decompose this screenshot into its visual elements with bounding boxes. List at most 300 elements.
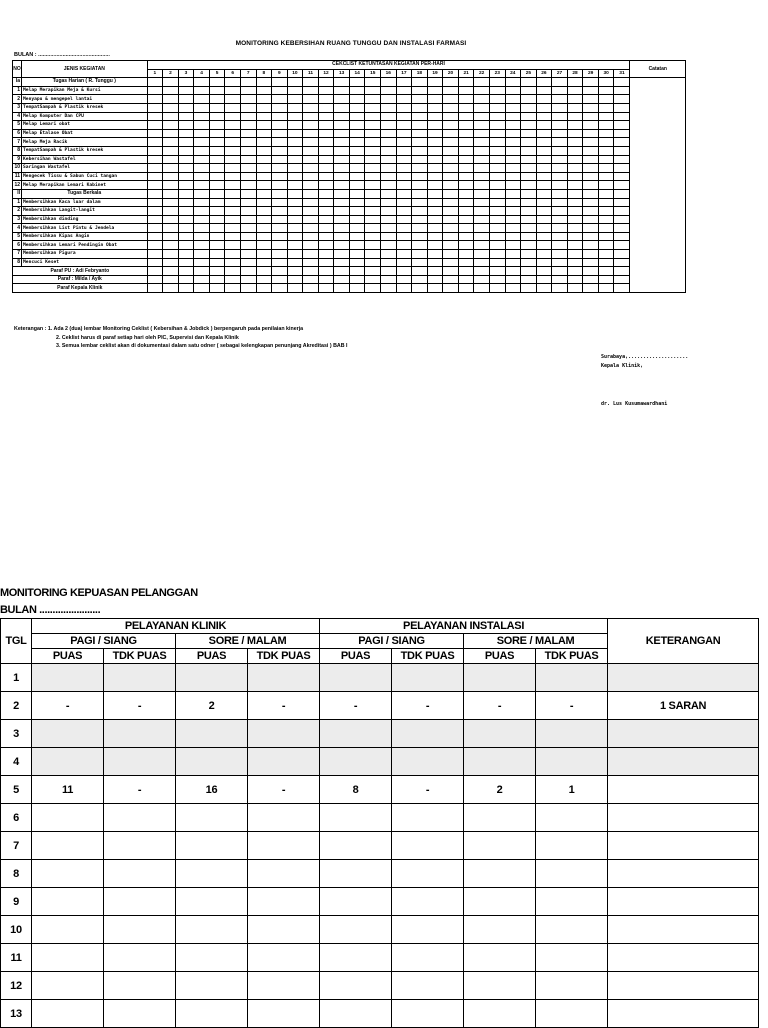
check-cell[interactable] bbox=[614, 258, 630, 267]
check-cell[interactable] bbox=[225, 284, 241, 293]
count-cell[interactable]: 1 bbox=[536, 776, 608, 804]
check-cell[interactable] bbox=[583, 198, 599, 207]
check-cell[interactable] bbox=[303, 121, 319, 130]
check-cell[interactable] bbox=[427, 267, 443, 276]
check-cell[interactable] bbox=[567, 284, 583, 293]
check-cell[interactable] bbox=[598, 78, 614, 87]
check-cell[interactable] bbox=[598, 155, 614, 164]
check-cell[interactable] bbox=[521, 155, 537, 164]
check-cell[interactable] bbox=[489, 267, 505, 276]
check-cell[interactable] bbox=[567, 146, 583, 155]
check-cell[interactable] bbox=[567, 215, 583, 224]
check-cell[interactable] bbox=[209, 267, 225, 276]
check-cell[interactable] bbox=[178, 129, 194, 138]
check-cell[interactable] bbox=[194, 198, 210, 207]
check-cell[interactable] bbox=[396, 181, 412, 190]
check-cell[interactable] bbox=[427, 129, 443, 138]
check-cell[interactable] bbox=[427, 275, 443, 284]
check-cell[interactable] bbox=[334, 155, 350, 164]
check-cell[interactable] bbox=[194, 103, 210, 112]
check-cell[interactable] bbox=[303, 164, 319, 173]
check-cell[interactable] bbox=[194, 284, 210, 293]
check-cell[interactable] bbox=[552, 198, 568, 207]
check-cell[interactable] bbox=[287, 138, 303, 147]
check-cell[interactable] bbox=[194, 181, 210, 190]
check-cell[interactable] bbox=[318, 112, 334, 121]
check-cell[interactable] bbox=[178, 121, 194, 130]
check-cell[interactable] bbox=[583, 224, 599, 233]
check-cell[interactable] bbox=[505, 181, 521, 190]
check-cell[interactable] bbox=[443, 284, 459, 293]
check-cell[interactable] bbox=[567, 112, 583, 121]
count-cell[interactable] bbox=[104, 748, 176, 776]
check-cell[interactable] bbox=[256, 95, 272, 104]
check-cell[interactable] bbox=[147, 95, 163, 104]
check-cell[interactable] bbox=[536, 86, 552, 95]
count-cell[interactable] bbox=[320, 944, 392, 972]
check-cell[interactable] bbox=[209, 207, 225, 216]
check-cell[interactable] bbox=[194, 112, 210, 121]
check-cell[interactable] bbox=[240, 164, 256, 173]
check-cell[interactable] bbox=[443, 215, 459, 224]
count-cell[interactable] bbox=[176, 804, 248, 832]
check-cell[interactable] bbox=[552, 95, 568, 104]
check-cell[interactable] bbox=[412, 250, 428, 259]
check-cell[interactable] bbox=[614, 95, 630, 104]
count-cell[interactable]: - bbox=[392, 776, 464, 804]
check-cell[interactable] bbox=[412, 181, 428, 190]
check-cell[interactable] bbox=[194, 155, 210, 164]
check-cell[interactable] bbox=[412, 198, 428, 207]
count-cell[interactable] bbox=[248, 832, 320, 860]
check-cell[interactable] bbox=[256, 78, 272, 87]
check-cell[interactable] bbox=[598, 258, 614, 267]
check-cell[interactable] bbox=[163, 241, 179, 250]
check-cell[interactable] bbox=[225, 172, 241, 181]
check-cell[interactable] bbox=[287, 95, 303, 104]
check-cell[interactable] bbox=[427, 189, 443, 198]
check-cell[interactable] bbox=[178, 284, 194, 293]
check-cell[interactable] bbox=[272, 250, 288, 259]
check-cell[interactable] bbox=[474, 138, 490, 147]
check-cell[interactable] bbox=[396, 164, 412, 173]
check-cell[interactable] bbox=[225, 181, 241, 190]
count-cell[interactable] bbox=[536, 916, 608, 944]
check-cell[interactable] bbox=[178, 138, 194, 147]
check-cell[interactable] bbox=[412, 215, 428, 224]
check-cell[interactable] bbox=[443, 267, 459, 276]
check-cell[interactable] bbox=[178, 250, 194, 259]
check-cell[interactable] bbox=[427, 250, 443, 259]
check-cell[interactable] bbox=[443, 164, 459, 173]
check-cell[interactable] bbox=[240, 146, 256, 155]
check-cell[interactable] bbox=[598, 207, 614, 216]
check-cell[interactable] bbox=[194, 250, 210, 259]
count-cell[interactable] bbox=[32, 664, 104, 692]
check-cell[interactable] bbox=[147, 215, 163, 224]
check-cell[interactable] bbox=[349, 103, 365, 112]
count-cell[interactable] bbox=[32, 972, 104, 1000]
check-cell[interactable] bbox=[178, 224, 194, 233]
check-cell[interactable] bbox=[521, 95, 537, 104]
check-cell[interactable] bbox=[614, 112, 630, 121]
check-cell[interactable] bbox=[489, 284, 505, 293]
check-cell[interactable] bbox=[349, 155, 365, 164]
check-cell[interactable] bbox=[178, 95, 194, 104]
remarks-cell[interactable] bbox=[608, 664, 759, 692]
check-cell[interactable] bbox=[489, 138, 505, 147]
check-cell[interactable] bbox=[489, 207, 505, 216]
check-cell[interactable] bbox=[396, 112, 412, 121]
count-cell[interactable] bbox=[320, 664, 392, 692]
check-cell[interactable] bbox=[614, 86, 630, 95]
check-cell[interactable] bbox=[536, 155, 552, 164]
check-cell[interactable] bbox=[147, 155, 163, 164]
check-cell[interactable] bbox=[349, 267, 365, 276]
check-cell[interactable] bbox=[474, 224, 490, 233]
check-cell[interactable] bbox=[427, 78, 443, 87]
check-cell[interactable] bbox=[240, 275, 256, 284]
check-cell[interactable] bbox=[396, 215, 412, 224]
check-cell[interactable] bbox=[614, 198, 630, 207]
check-cell[interactable] bbox=[567, 207, 583, 216]
check-cell[interactable] bbox=[163, 232, 179, 241]
check-cell[interactable] bbox=[489, 224, 505, 233]
check-cell[interactable] bbox=[209, 241, 225, 250]
check-cell[interactable] bbox=[536, 146, 552, 155]
count-cell[interactable] bbox=[104, 720, 176, 748]
check-cell[interactable] bbox=[583, 146, 599, 155]
check-cell[interactable] bbox=[349, 181, 365, 190]
count-cell[interactable] bbox=[320, 916, 392, 944]
check-cell[interactable] bbox=[287, 258, 303, 267]
check-cell[interactable] bbox=[474, 95, 490, 104]
check-cell[interactable] bbox=[318, 189, 334, 198]
check-cell[interactable] bbox=[334, 198, 350, 207]
check-cell[interactable] bbox=[489, 146, 505, 155]
check-cell[interactable] bbox=[505, 138, 521, 147]
check-cell[interactable] bbox=[287, 215, 303, 224]
check-cell[interactable] bbox=[147, 207, 163, 216]
check-cell[interactable] bbox=[489, 275, 505, 284]
check-cell[interactable] bbox=[272, 103, 288, 112]
check-cell[interactable] bbox=[365, 86, 381, 95]
check-cell[interactable] bbox=[536, 138, 552, 147]
check-cell[interactable] bbox=[614, 172, 630, 181]
check-cell[interactable] bbox=[209, 224, 225, 233]
check-cell[interactable] bbox=[489, 198, 505, 207]
check-cell[interactable] bbox=[489, 78, 505, 87]
check-cell[interactable] bbox=[225, 241, 241, 250]
check-cell[interactable] bbox=[474, 164, 490, 173]
check-cell[interactable] bbox=[489, 103, 505, 112]
check-cell[interactable] bbox=[287, 103, 303, 112]
check-cell[interactable] bbox=[287, 232, 303, 241]
check-cell[interactable] bbox=[256, 146, 272, 155]
check-cell[interactable] bbox=[365, 215, 381, 224]
count-cell[interactable] bbox=[392, 944, 464, 972]
count-cell[interactable] bbox=[248, 664, 320, 692]
check-cell[interactable] bbox=[567, 267, 583, 276]
check-cell[interactable] bbox=[381, 78, 397, 87]
check-cell[interactable] bbox=[396, 198, 412, 207]
check-cell[interactable] bbox=[240, 284, 256, 293]
check-cell[interactable] bbox=[365, 138, 381, 147]
check-cell[interactable] bbox=[552, 189, 568, 198]
check-cell[interactable] bbox=[256, 86, 272, 95]
check-cell[interactable] bbox=[178, 164, 194, 173]
check-cell[interactable] bbox=[209, 112, 225, 121]
check-cell[interactable] bbox=[443, 129, 459, 138]
check-cell[interactable] bbox=[567, 164, 583, 173]
check-cell[interactable] bbox=[303, 198, 319, 207]
check-cell[interactable] bbox=[521, 181, 537, 190]
check-cell[interactable] bbox=[349, 146, 365, 155]
check-cell[interactable] bbox=[505, 284, 521, 293]
check-cell[interactable] bbox=[614, 189, 630, 198]
check-cell[interactable] bbox=[396, 155, 412, 164]
check-cell[interactable] bbox=[583, 172, 599, 181]
check-cell[interactable] bbox=[318, 103, 334, 112]
check-cell[interactable] bbox=[458, 121, 474, 130]
check-cell[interactable] bbox=[458, 250, 474, 259]
remarks-cell[interactable] bbox=[608, 776, 759, 804]
check-cell[interactable] bbox=[147, 78, 163, 87]
check-cell[interactable] bbox=[396, 284, 412, 293]
check-cell[interactable] bbox=[598, 86, 614, 95]
remarks-cell[interactable] bbox=[608, 832, 759, 860]
check-cell[interactable] bbox=[240, 232, 256, 241]
check-cell[interactable] bbox=[303, 112, 319, 121]
check-cell[interactable] bbox=[334, 224, 350, 233]
check-cell[interactable] bbox=[318, 146, 334, 155]
check-cell[interactable] bbox=[240, 224, 256, 233]
check-cell[interactable] bbox=[458, 275, 474, 284]
check-cell[interactable] bbox=[505, 103, 521, 112]
check-cell[interactable] bbox=[505, 207, 521, 216]
check-cell[interactable] bbox=[381, 138, 397, 147]
check-cell[interactable] bbox=[552, 215, 568, 224]
check-cell[interactable] bbox=[458, 86, 474, 95]
check-cell[interactable] bbox=[272, 138, 288, 147]
check-cell[interactable] bbox=[209, 103, 225, 112]
check-cell[interactable] bbox=[318, 86, 334, 95]
check-cell[interactable] bbox=[489, 155, 505, 164]
check-cell[interactable] bbox=[178, 172, 194, 181]
check-cell[interactable] bbox=[614, 241, 630, 250]
check-cell[interactable] bbox=[552, 207, 568, 216]
count-cell[interactable] bbox=[104, 832, 176, 860]
check-cell[interactable] bbox=[536, 224, 552, 233]
count-cell[interactable] bbox=[464, 944, 536, 972]
check-cell[interactable] bbox=[287, 284, 303, 293]
check-cell[interactable] bbox=[163, 138, 179, 147]
count-cell[interactable] bbox=[464, 720, 536, 748]
check-cell[interactable] bbox=[147, 103, 163, 112]
check-cell[interactable] bbox=[303, 284, 319, 293]
check-cell[interactable] bbox=[583, 284, 599, 293]
check-cell[interactable] bbox=[194, 172, 210, 181]
count-cell[interactable] bbox=[176, 664, 248, 692]
check-cell[interactable] bbox=[598, 267, 614, 276]
check-cell[interactable] bbox=[256, 207, 272, 216]
check-cell[interactable] bbox=[396, 172, 412, 181]
check-cell[interactable] bbox=[412, 95, 428, 104]
check-cell[interactable] bbox=[521, 241, 537, 250]
check-cell[interactable] bbox=[536, 267, 552, 276]
check-cell[interactable] bbox=[287, 155, 303, 164]
check-cell[interactable] bbox=[349, 86, 365, 95]
check-cell[interactable] bbox=[583, 95, 599, 104]
check-cell[interactable] bbox=[209, 232, 225, 241]
check-cell[interactable] bbox=[412, 241, 428, 250]
check-cell[interactable] bbox=[381, 215, 397, 224]
check-cell[interactable] bbox=[381, 267, 397, 276]
check-cell[interactable] bbox=[598, 103, 614, 112]
check-cell[interactable] bbox=[147, 138, 163, 147]
count-cell[interactable] bbox=[392, 860, 464, 888]
check-cell[interactable] bbox=[240, 129, 256, 138]
check-cell[interactable] bbox=[194, 207, 210, 216]
check-cell[interactable] bbox=[163, 207, 179, 216]
count-cell[interactable] bbox=[248, 916, 320, 944]
check-cell[interactable] bbox=[272, 232, 288, 241]
check-cell[interactable] bbox=[536, 164, 552, 173]
check-cell[interactable] bbox=[381, 164, 397, 173]
check-cell[interactable] bbox=[303, 207, 319, 216]
check-cell[interactable] bbox=[521, 232, 537, 241]
check-cell[interactable] bbox=[552, 155, 568, 164]
check-cell[interactable] bbox=[303, 189, 319, 198]
check-cell[interactable] bbox=[583, 103, 599, 112]
count-cell[interactable] bbox=[248, 972, 320, 1000]
check-cell[interactable] bbox=[443, 155, 459, 164]
count-cell[interactable] bbox=[248, 1000, 320, 1028]
check-cell[interactable] bbox=[334, 258, 350, 267]
check-cell[interactable] bbox=[458, 181, 474, 190]
check-cell[interactable] bbox=[334, 103, 350, 112]
check-cell[interactable] bbox=[505, 78, 521, 87]
check-cell[interactable] bbox=[614, 103, 630, 112]
check-cell[interactable] bbox=[365, 103, 381, 112]
check-cell[interactable] bbox=[147, 129, 163, 138]
check-cell[interactable] bbox=[614, 224, 630, 233]
count-cell[interactable] bbox=[32, 916, 104, 944]
check-cell[interactable] bbox=[272, 121, 288, 130]
check-cell[interactable] bbox=[489, 250, 505, 259]
check-cell[interactable] bbox=[194, 129, 210, 138]
check-cell[interactable] bbox=[505, 146, 521, 155]
check-cell[interactable] bbox=[240, 103, 256, 112]
check-cell[interactable] bbox=[225, 224, 241, 233]
check-cell[interactable] bbox=[505, 189, 521, 198]
check-cell[interactable] bbox=[614, 232, 630, 241]
check-cell[interactable] bbox=[552, 121, 568, 130]
check-cell[interactable] bbox=[318, 215, 334, 224]
check-cell[interactable] bbox=[489, 112, 505, 121]
count-cell[interactable]: - bbox=[320, 692, 392, 720]
count-cell[interactable] bbox=[536, 972, 608, 1000]
check-cell[interactable] bbox=[209, 215, 225, 224]
check-cell[interactable] bbox=[614, 78, 630, 87]
count-cell[interactable] bbox=[464, 832, 536, 860]
check-cell[interactable] bbox=[521, 129, 537, 138]
check-cell[interactable] bbox=[474, 172, 490, 181]
count-cell[interactable] bbox=[248, 860, 320, 888]
check-cell[interactable] bbox=[427, 138, 443, 147]
check-cell[interactable] bbox=[552, 258, 568, 267]
check-cell[interactable] bbox=[163, 224, 179, 233]
check-cell[interactable] bbox=[614, 250, 630, 259]
check-cell[interactable] bbox=[303, 86, 319, 95]
check-cell[interactable] bbox=[536, 207, 552, 216]
check-cell[interactable] bbox=[598, 129, 614, 138]
check-cell[interactable] bbox=[178, 275, 194, 284]
check-cell[interactable] bbox=[381, 86, 397, 95]
check-cell[interactable] bbox=[443, 78, 459, 87]
check-cell[interactable] bbox=[318, 129, 334, 138]
check-cell[interactable] bbox=[521, 103, 537, 112]
check-cell[interactable] bbox=[598, 275, 614, 284]
check-cell[interactable] bbox=[194, 275, 210, 284]
check-cell[interactable] bbox=[583, 267, 599, 276]
check-cell[interactable] bbox=[178, 198, 194, 207]
count-cell[interactable]: - bbox=[248, 776, 320, 804]
check-cell[interactable] bbox=[256, 198, 272, 207]
check-cell[interactable] bbox=[567, 258, 583, 267]
check-cell[interactable] bbox=[443, 181, 459, 190]
check-cell[interactable] bbox=[194, 224, 210, 233]
check-cell[interactable] bbox=[583, 138, 599, 147]
check-cell[interactable] bbox=[381, 112, 397, 121]
check-cell[interactable] bbox=[303, 78, 319, 87]
check-cell[interactable] bbox=[552, 224, 568, 233]
check-cell[interactable] bbox=[474, 250, 490, 259]
check-cell[interactable] bbox=[536, 103, 552, 112]
check-cell[interactable] bbox=[427, 112, 443, 121]
check-cell[interactable] bbox=[427, 198, 443, 207]
check-cell[interactable] bbox=[365, 155, 381, 164]
check-cell[interactable] bbox=[365, 207, 381, 216]
check-cell[interactable] bbox=[412, 224, 428, 233]
check-cell[interactable] bbox=[443, 207, 459, 216]
check-cell[interactable] bbox=[163, 129, 179, 138]
check-cell[interactable] bbox=[225, 215, 241, 224]
check-cell[interactable] bbox=[381, 284, 397, 293]
check-cell[interactable] bbox=[598, 198, 614, 207]
check-cell[interactable] bbox=[552, 232, 568, 241]
check-cell[interactable] bbox=[334, 164, 350, 173]
check-cell[interactable] bbox=[412, 275, 428, 284]
check-cell[interactable] bbox=[334, 129, 350, 138]
check-cell[interactable] bbox=[303, 258, 319, 267]
check-cell[interactable] bbox=[334, 95, 350, 104]
count-cell[interactable] bbox=[104, 804, 176, 832]
check-cell[interactable] bbox=[334, 232, 350, 241]
check-cell[interactable] bbox=[225, 86, 241, 95]
check-cell[interactable] bbox=[178, 258, 194, 267]
check-cell[interactable] bbox=[272, 164, 288, 173]
count-cell[interactable] bbox=[536, 664, 608, 692]
check-cell[interactable] bbox=[147, 250, 163, 259]
check-cell[interactable] bbox=[240, 189, 256, 198]
check-cell[interactable] bbox=[583, 241, 599, 250]
check-cell[interactable] bbox=[365, 95, 381, 104]
check-cell[interactable] bbox=[505, 241, 521, 250]
check-cell[interactable] bbox=[521, 112, 537, 121]
count-cell[interactable]: - bbox=[248, 692, 320, 720]
check-cell[interactable] bbox=[209, 146, 225, 155]
